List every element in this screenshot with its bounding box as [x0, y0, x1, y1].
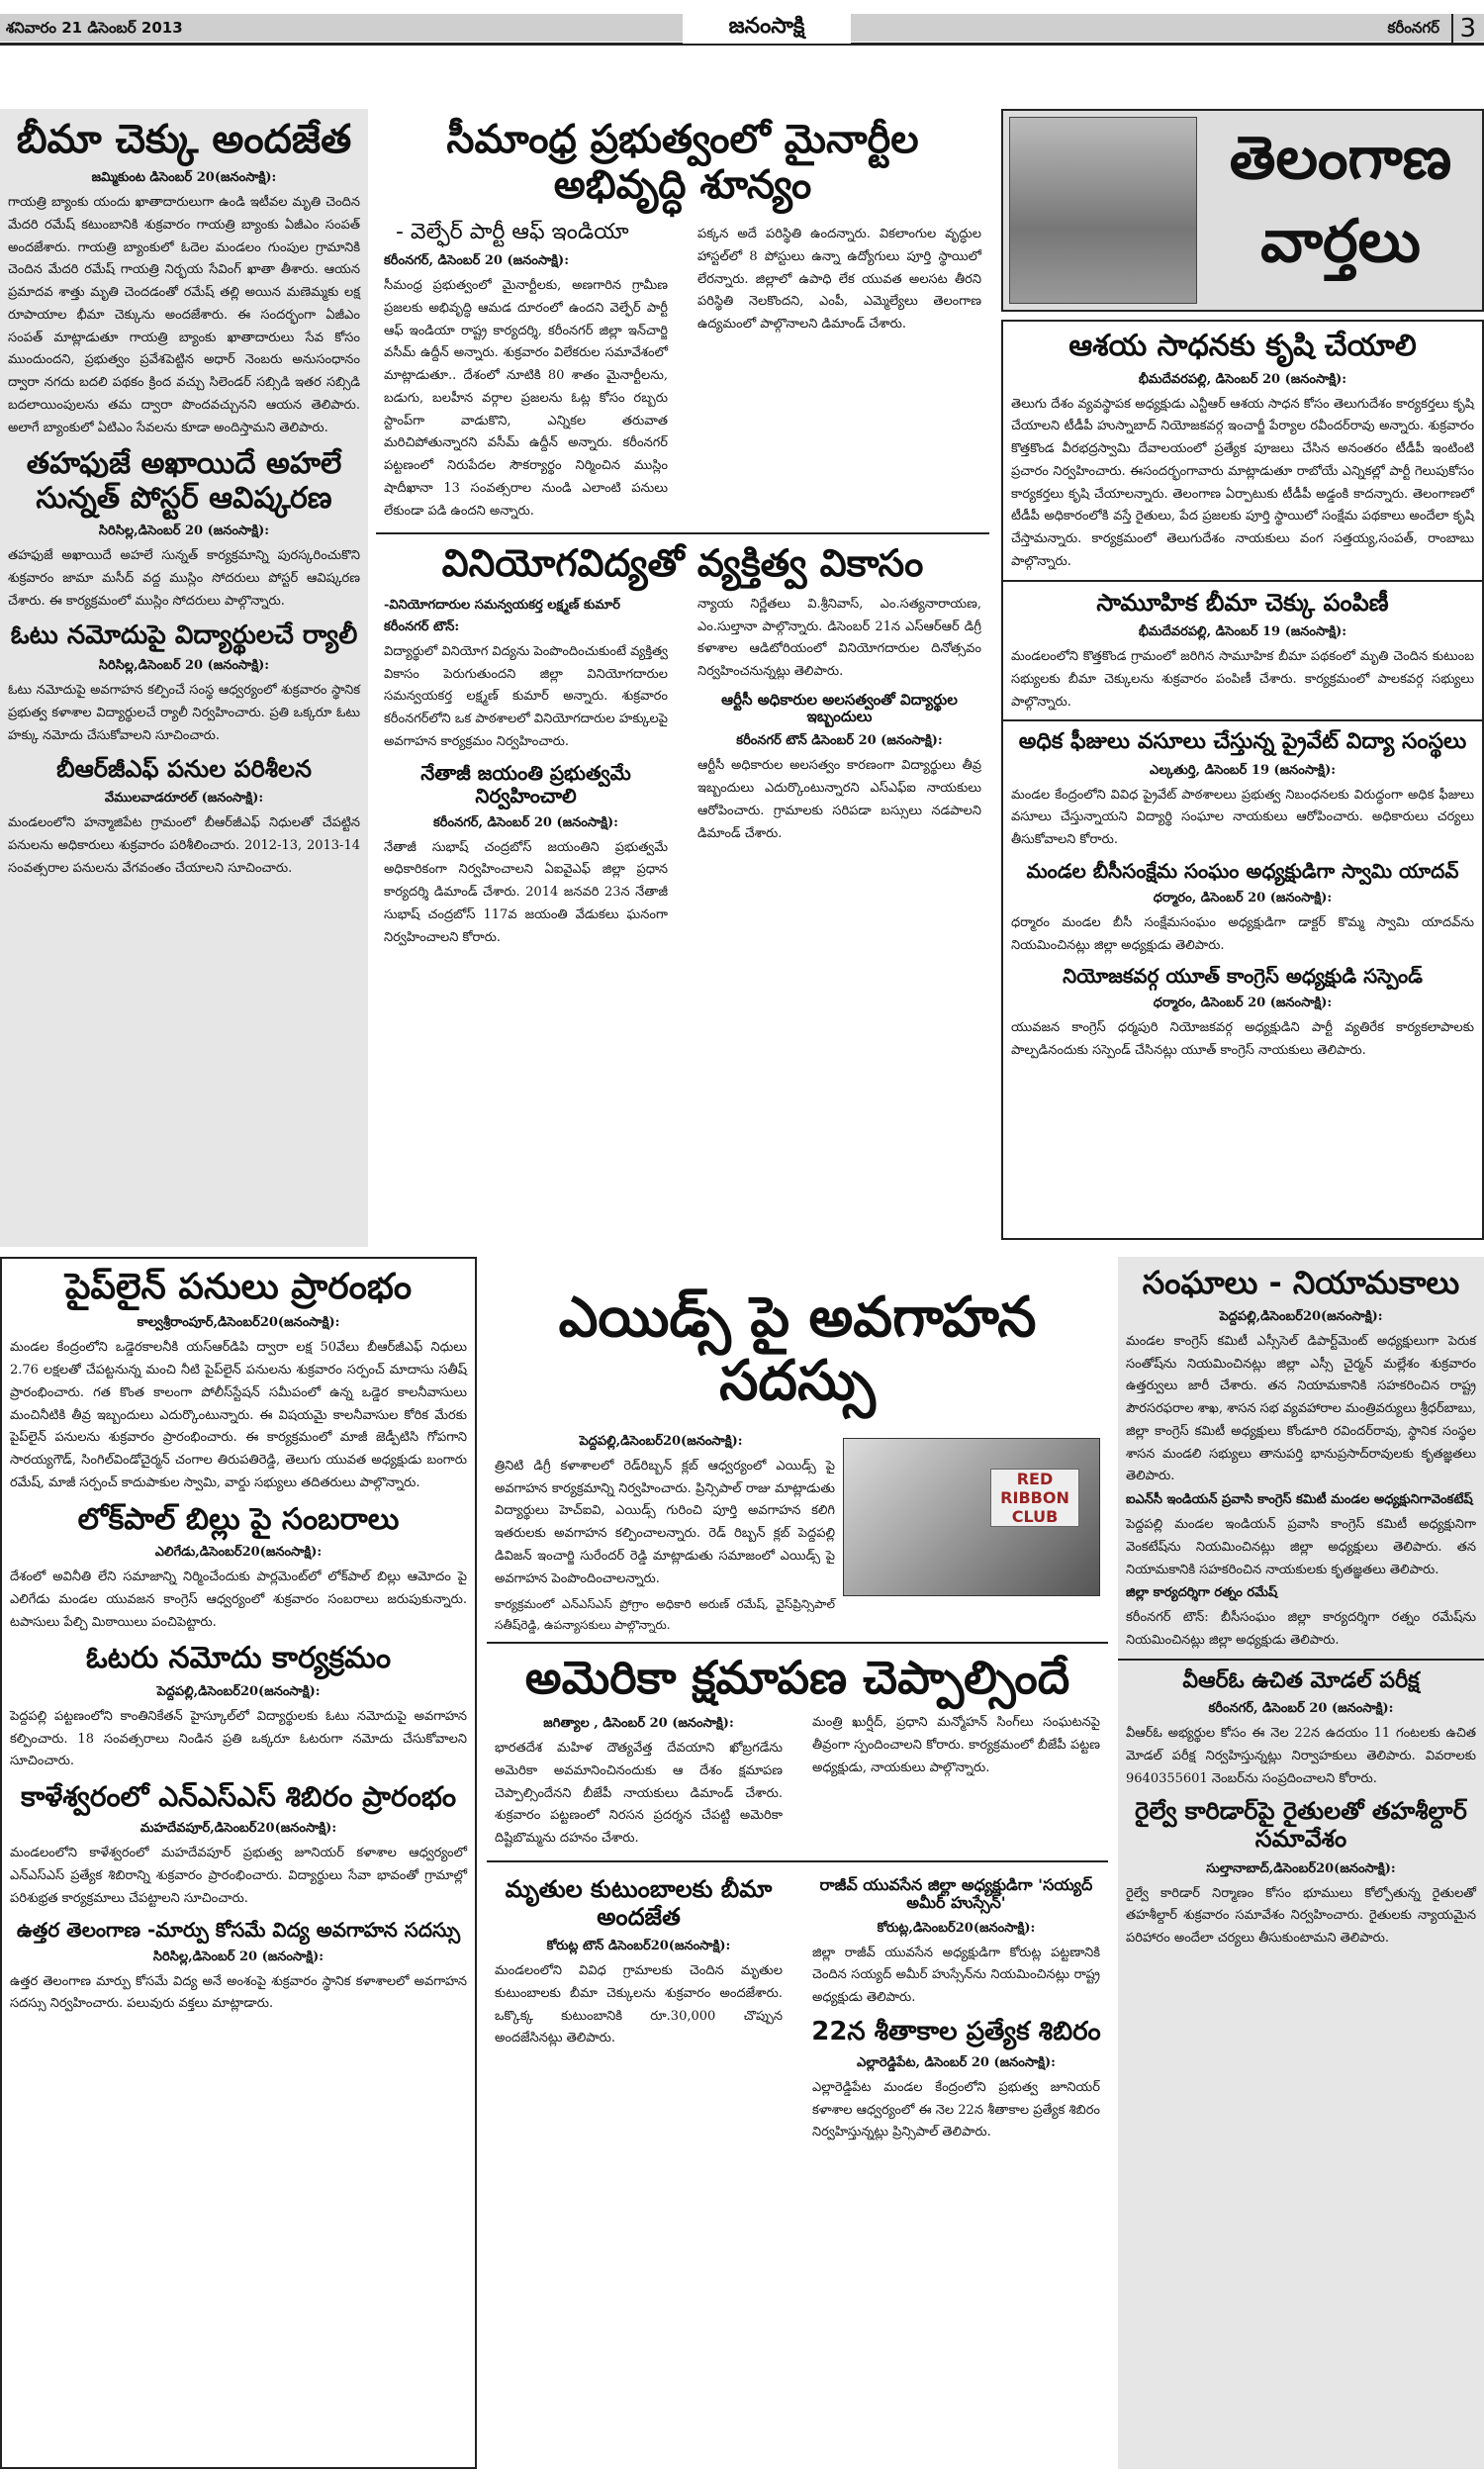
- body: మండల కేంద్రంలోని ఒడ్డెరకాలనీకి యస్‌ఆర్‌డిపి ద్వారా లక్ష 50వేలు బీఆర్‌జీఎఫ్ నిధులు 2.76 లక్షలతో చేపట్టనున్న మంచి నీటి పైప్‌లైన్ పనులను శుక్రవారం సర్పంచ్ మాదాసు సతీష్ ప్రారంభించారు. గత కొంత కాలంగా పోలీస్‌స్టేషన్ సమీపంలో ఉన్న ఒడ్డెర కాలనీవాసులు మంచినీటికి తీవ్ర ఇబ్బందులు ఎదుర్కొంటున్నారు. ఈ విషయమై కాలనీవాసుల కోరిక మేరకు పైప్‌లైన్ పనులను శుక్రవారం ప్రారంభించారు. ఈ కార్యక్రమంలో మాజీ జెడ్పీటిసి గోపగాని సారయ్యగౌడ్, సింగిల్‌విండోచైర్మన్ చంగాల తిరుపతిరెడ్డి, తెలుగు యువత అధ్యక్షుడు బంగారు రమేష్, మాజీ సర్పంచ్ కాదుపాకుల స్వామి, వార్డు సభ్యులు తదితరులు పాల్గొన్నారు.: [10, 1340, 467, 1490]
- dateline: సుల్తానాబాద్,డిసెంబర్20(జనంసాక్షి):: [1206, 1860, 1396, 1876]
- headline-bc: మండల బీసీసంక్షేమ సంఘం అధ్యక్షుడిగా స్వామి యాదవ్: [1026, 858, 1459, 883]
- dateline: కోరుట్ల,డిసెంబర్20(జనంసాక్షి):: [877, 1920, 1036, 1936]
- body: మండలంలోని హన్మాజిపేట గ్రామంలో బీఆర్‌జీఎఫ్ నిధులతో చేపట్టిన పనులను అధికారులు శుక్రవారం పరిశీలించారు. 2012-13, 2013-14 సంవత్సరాల పనులను వేగవంతం చేయాలని సూచించారు.: [8, 815, 360, 876]
- headline-america: అమెరికా క్షమాపణ చెప్పాల్సిందే: [524, 1651, 1070, 1705]
- fort-photo: [1009, 117, 1197, 304]
- body: జిల్లా రాజీవ్ యువసేన అధ్యక్షుడిగా కోరుట్ల పట్టణానికి చెందిన సయ్యద్ అమీర్ హుస్సేన్‌ను నియమించినట్లు రాష్ట్ర అధ్యక్షుడు తెలిపారు.: [812, 1945, 1100, 2006]
- dateline: సిరిసిల్ల,డిసెంబర్ 20 (జనంసాక్షి):: [98, 658, 270, 674]
- headline: సీమాంధ్ర ప్రభుత్వంలో మైనార్టీల అభివృద్ధి శూన్యం: [446, 117, 919, 208]
- dateline: కాల్వశ్రీరాంపూర్,డిసెంబర్20(జనంసాక్షి):: [137, 1315, 340, 1331]
- headline-fees: అధిక ఫీజులు వసూలు చేస్తున్న ప్రైవేట్ విద్యా సంస్థలు: [1018, 729, 1467, 755]
- edition-name: కరీంనగర్: [1387, 19, 1439, 37]
- body-continued: పక్కన అదే పరిస్థితి ఉందన్నారు. వికలాంగుల వృద్ధుల హాస్టల్‌లో 8 పోస్టులు ఉన్నా ఉద్యోగులు పూర్తి స్థాయిలో లేరన్నారు. జిల్లాలో ఉపాధి లేక యువత అలసట తీరని పరిస్థితి నెలకొందని, ఎంపీ, ఎమ్మెల్యేలు తెలంగాణ ఉద్యమంలో పాల్గొనాలని డిమాండ్ చేశారు.: [697, 227, 981, 332]
- dateline: సిరిసిల్ల,డిసెంబర్ 20 (జనంసాక్షి):: [152, 1949, 325, 1964]
- dateline: ఎల్లారెడ్డిపేట, డిసెంబర్ 20 (జనంసాక్షి):: [857, 2054, 1056, 2070]
- dateline: పెద్దపల్లి,డిసెంబర్20(జనంసాక్షి):: [1219, 1308, 1383, 1324]
- body: మండల కేంద్రంలోని వివిధ ప్రైవేట్ పాఠశాలలు ప్రభుత్వ నిబంధనలకు విరుద్ధంగా అధిక ఫీజులు వసూలు చేస్తున్నాయని విద్యార్థి సంఘాల నాయకులు ఆరోపించారు. అధికారులు చర్యలు తీసుకోవాలని కోరారు.: [1011, 787, 1474, 848]
- body: త్రినిటి డిగ్రీ కళాశాలలో రెడ్‌రిబ్బన్ క్లబ్ ఆధ్వర్యంలో ఎయిడ్స్ పై అవగాహన కార్యక్రమాన్ని నిర్వహించారు. ప్రిన్సిపాల్ రాజు మాట్లాడుతు విద్యార్థులు హెచ్‌ఐవి, ఎయిడ్స్ గురించి పూర్తి అవగాహన కలిగి ఇతరులకు అవగాహన కల్పించాలన్నారు. రెడ్ రిబ్బన్ క్లబ్ పెద్దపల్లి డివిజన్ ఇంచార్జి సురేందర్ రెడ్డి మాట్లాడుతు సమాజంలో ఎయిడ్స్ పై అవగాహన పెంపొందించాలన్నారు.: [495, 1458, 835, 1586]
- body: పెద్దపల్లి మండల ఇండియన్ ప్రవాసి కాంగ్రెస్ కమిటీ అధ్యక్షునిగా వెంకటేష్‌ను నియమించినట్లు జిల్లా అధ్యక్షులు తెలిపారు. తన నియామకానికి సహకరించిన నాయకులకు కృతజ్ఞతలు తెలిపారు.: [1126, 1517, 1476, 1577]
- body: దేశంలో అవినీతి లేని సమాజాన్ని నిర్మించేందుకు పార్లమెంట్‌లో లోక్‌పాల్ బిల్లు ఆమోదం పై ఎలిగేడు మండల యువజన కాంగ్రెస్ ఆధ్వర్యంలో శుక్రవారం సంబరాలు జరుపుకున్నారు. టపాసులు పేల్చి మిఠాయిలు పంచిపెట్టారు.: [10, 1570, 467, 1630]
- headline-sanghalu: సంఘాలు - నియామకాలు: [1142, 1264, 1460, 1301]
- issue-date: శనివారం 21 డిసెంబర్ 2013: [6, 19, 183, 37]
- dateline: కరీంనగర్ టౌన్:: [384, 618, 460, 634]
- body: పెద్దపల్లి పట్టణంలోని కాంతినికేతన్ హైస్కూల్‌లో విద్యార్థులకు ఓటు నమోదుపై అవగాహన కల్పించారు. 18 సంవత్సరాలు నిండిన ప్రతి ఒక్కరూ ఓటరుగా నమోదు చేసుకోవాలని సూచించారు.: [10, 1708, 467, 1769]
- body: తహఫుజే అఖాయిదే అహలే సున్నత్ కార్యక్రమాన్ని పురస్కరించుకొని శుక్రవారం జామా మసీద్ వద్ద ముస్లిం సోదరులు పోస్టర్ ఆవిష్కరణ చేశారు. ఈ కార్యక్రమంలో ముస్లిం సోదరులు పాల్గొన్నారు.: [8, 548, 360, 609]
- headline-families: మృతుల కుటుంబాలకు బీమా అందజేత: [505, 1874, 773, 1931]
- headline-youth-president: రాజీవ్ యువసేన జిల్లా అధ్యక్షుడిగా 'సయ్యద్ అమీర్ హుస్సేన్': [819, 1874, 1093, 1913]
- headline-pipeline: పైప్‌లైన్ పనులు ప్రారంభం: [64, 1267, 413, 1307]
- dateline: ధర్మారం, డిసెంబర్ 20 (జనంసాక్షి):: [1153, 996, 1333, 1011]
- subheadline: జిల్లా కార్యదర్శిగా రత్నం రమేష్: [1126, 1585, 1278, 1601]
- headline: బీమా చెక్కు అందజేత: [16, 117, 352, 162]
- dateline: వేములవాడరూరల్ (జనంసాక్షి):: [104, 791, 264, 807]
- article-bima: [0, 117, 368, 439]
- top-left-column: [0, 109, 368, 1247]
- subheadline: ఐఎన్‌సీ ఇండియన్ ప్రవాసి కాంగ్రెస్ కమిటీ మండల అధ్యక్షునిగావెంకటేష్: [1126, 1492, 1473, 1508]
- headline-nss: కాళేశ్వరంలో ఎన్ఎస్ఎస్ శిబిరం ప్రారంభం: [20, 1780, 457, 1814]
- body: వీఆర్ఓ అభ్యర్థుల కోసం ఈ నెల 22న ఉదయం 11 గంటలకు ఉచిత మోడల్ పరీక్ష నిర్వహిస్తున్నట్లు నిర్వాహకులు తెలిపారు. వివరాలకు 9640355601 నెంబర్‌ను సంప్రదించాలని కోరారు.: [1126, 1726, 1476, 1786]
- section-banner: [1001, 109, 1484, 312]
- dateline: పెద్దపల్లి,డిసెంబర్20(జనంసాక్షి):: [579, 1433, 743, 1449]
- article-minority: [376, 117, 989, 526]
- headline-model-exam: వీఆర్ఓ ఉచిత మోడల్ పరీక్ష: [1182, 1667, 1420, 1693]
- headline-group-bima: సామూహిక బీమా చెక్కు పంపిణీ: [1096, 588, 1389, 617]
- body: గాయత్రి బ్యాంకు యందు ఖాతాదారులుగా ఉండి ఇటీవల మృతి చెందిన మేదరి రమేష్ కటుంబానికి శుక్రవారం గాయత్రి బ్యాంకు ఏజీఎం సంపత్ అందజేశారు. గాయత్రి బ్యాంకులో ఓదెల మండలం గుంపుల గ్రామానికి చెందిన మేదరి రమేష్ గాయత్రి నిర్భయ సేవింగ్ ఖాతా తీశారు. ఆయన ప్రమాదవ శాత్తు మృతి చెందడంతో రమేష్ తల్లి అయిన మణెమ్మకు లక్ష రూపాయాల భీమా చెక్కును అందజేశారు. ఈ సందర్భంగా ఏజీఎం సంపత్ మాట్లాడుతూ గాయత్రి బ్యాంకు ఖాతాదారులు సేవ కోసం ముందుందని, ప్రభుత్వం ప్రవేశపెట్టిన అధార్ నెంబరు అనుసంధానం ద్వారా నగదు బదలి పథకం క్రింద వచ్చు సిలెండర్ సబ్సిడి ఇతర సబ్సిడి బదలాయింపులను తమ ద్వారా పొందవచ్చునని ఆయన తెలిపారు. అలాగే బ్యాంకులో ఏటిఎం సేవలను కూడా అందిస్తామని తెలిపారు.: [8, 195, 360, 435]
- dateline: కరీంనగర్, డిసెంబర్ 20 (జనంసాక్షి):: [384, 253, 570, 268]
- article-works: [0, 756, 368, 881]
- headline-students: ఆర్టీసీ అధికారుల అలసత్వంతో విద్యార్థుల ఇబ్బందులు: [721, 690, 958, 726]
- dateline: ఎల్కతుర్తి, డిసెంబర్ 19 (జనంసాక్షి):: [1149, 762, 1337, 778]
- dateline: జమ్మికుంట డిసెంబర్ 20(జనంసాక్షి):: [91, 170, 277, 185]
- photo-caption: కార్యక్రమంలో ఎన్ఎస్ఎస్ ప్రోగ్రాం అధికారి అరుణ్ రమేష్, వైస్‌ప్రిన్సిపాల్ సతీష్‌రెడ్డి, ఉపన్యాసకులు పాల్గొన్నారు.: [495, 1597, 835, 1633]
- body: ఎల్లారెడ్డిపేట మండల కేంద్రంలోని ప్రభుత్వ జూనియర్ కళాశాల ఆధ్వర్యంలో ఈ నెల 22న శీతాకాల ప్రత్యేక శిబిరం నిర్వహిస్తున్నట్లు ప్రిన్సిపాల్ తెలిపారు.: [812, 2079, 1100, 2141]
- headline: తహఫుజే అఖాయిదే అహలే సున్నత్ పోస్టర్ ఆవిష్కరణ: [26, 446, 342, 516]
- body: తెలుగు దేశం వ్యవస్థాపక అధ్యక్షుడు ఎన్టీఆర్ ఆశయ సాధన కోసం తెలుగుదేశం కార్యకర్తలు కృషి చేయాలని టీడీపీ హుస్నాబాద్ నియోజకవర్గ ఇంచార్జీ పేర్యాల రవీందర్‌రావు అన్నారు. శుక్రవారం కొత్తకొండ వీరభద్రస్వామి దేవాలయంలో ప్రత్యేక పూజలు చేసిన అనంతరం టీడీపీ ఇంటింటి ప్రచారం నిర్వహించారు. ఈసందర్భంగావారు మాట్లాడుతూ రాబోయే ఎన్నికల్లో పార్టీ గెలుపుకోసం కార్యకర్తలు కృషి చేయాలన్నారు. తెలంగాణ ఏర్పాటుకు టీడీపీ అడ్డంకి కాదన్నారు. తెలంగాణలో టీడీపీ అధికారంలోకి వస్తే రైతులు, పేద ప్రజలకు పూర్తి స్థాయిలో సంక్షేమ పథకాలు అందేలా కృషి చేస్తామన్నారు. కార్యక్రమంలో తెలుగుదేశం నాయకులు వంగ సత్తయ్య,సంపత్, రాంబాబు పాల్గొన్నారు.: [1011, 396, 1474, 569]
- event-photo: [843, 1438, 1100, 1596]
- dateline: సిరిసిల్ల,డిసెంబర్ 20 (జనంసాక్షి):: [98, 523, 270, 539]
- article-poster: [0, 447, 368, 613]
- page-header: [0, 14, 1484, 46]
- article-education: [376, 542, 989, 953]
- banner-title-line1: తెలంగాణ: [1229, 124, 1452, 193]
- headline-aids: ఎయిడ్స్ పై అవగాహన సదస్సు: [558, 1285, 1037, 1414]
- dateline: కరీంనగర్ టౌన్ డిసెంబర్ 20 (జనంసాక్షి):: [736, 733, 943, 749]
- body: సీమంధ్ర ప్రభుత్వంలో మైనార్టీలకు, అణగారిన గ్రామీణ ప్రజలకు అభివృద్ధి ఆమడ దూరంలో ఉందని వెల్ఫేర్ పార్టీ ఆఫ్ ఇండియా రాష్ట్ర కార్యదర్శి, కరీంనగర్ జిల్లా ఇన్‌చార్జి వసీమ్ ఉద్దీన్ అన్నారు. శుక్రవారం విలేకరుల సమావేశంలో మాట్లాడుతూ.. దేశంలో నూటికి 80 శాతం మైనార్టీలను, బడుగు, బలహీన వర్గాల ప్రజలను ఓట్ల కోసం రబ్బరు స్టాంప్‌గా వాడుకొని, ఎన్నికల తరువాత మరిచిపోతున్నారని వసీమ్ ఉద్దీన్ అన్నారు. కరీంనగర్ పట్టణంలో నిరుపేదల సౌకర్యార్థం నిర్మించిన ముస్లిం షాదీఖానా 13 సంవత్సరాల నుండి ఎలాంటి పనులు లేకుండా పడి ఉందని అన్నారు.: [384, 278, 668, 519]
- dateline: ధర్మారం, డిసెంబర్ 20 (జనంసాక్షి):: [1153, 890, 1333, 905]
- dateline: కోరుట్ల టౌన్ డిసెంబర్20(జనంసాక్షి):: [546, 1939, 731, 1954]
- body: నేతాజీ సుభాష్ చంద్రబోస్ జయంతిని ప్రభుత్వమే అధికారికంగా నిర్వహించాలని ఏఐవైఎఫ్ జిల్లా ప్రధాన కార్యదర్శి డిమాండ్ చేశారు. 2014 జనవరి 23న నేతాజీ సుభాష్ చంద్రబోస్ 117వ జయంతి వేడుకలు ఘనంగా నిర్వహించాలని కోరారు.: [384, 839, 668, 945]
- headline-north: ఉత్తర తెలంగాణ -మార్పు కోసమే విద్య అవగాహన సదస్సు: [16, 1917, 461, 1942]
- top-right-column: [1001, 109, 1484, 1247]
- body: మండలంలోని వివిధ గ్రామాలకు చెందిన మృతుల కుటుంబాలకు బీమా చెక్కులను శుక్రవారం అందజేశారు. ఒక్కొక్క కుటుంబానికి రూ.30,000 చొప్పున అందజేసినట్లు తెలిపారు.: [495, 1963, 783, 2046]
- dateline: కరీంనగర్, డిసెంబర్ 20 (జనంసాక్షి):: [1208, 1701, 1394, 1717]
- body: ఓటు నమోదుపై అవగాహన కల్పించే సంస్థ ఆధ్వర్యంలో శుక్రవారం స్థానిక ప్రభుత్వ కళాశాల విద్యార్థులచే ర్యాలీ నిర్వహించారు. ప్రతి ఒక్కరూ ఓటు హక్కు నమోదు చేసుకోవాలని సూచించారు.: [8, 683, 360, 743]
- dateline: భీమదేవరపల్లి, డిసెంబర్ 20 (జనంసాక్షి):: [1138, 371, 1347, 387]
- dateline: ఎలిగేడు,డిసెంబర్20(జనంసాక్షి):: [154, 1545, 323, 1561]
- subheadline: - వెల్ఫేర్ పార్టీ ఆఫ్ ఇండియా: [396, 220, 629, 244]
- dateline: జగిత్యాల , డిసెంబర్ 20 (జనంసాక్షి):: [543, 1716, 734, 1732]
- headline-netaji: నేతాజీ జయంతి ప్రభుత్వమే నిర్వహించాలి: [420, 760, 631, 808]
- headline-lokpal: లోక్‌పాల్ బిల్లు పై సంబరాలు: [77, 1501, 400, 1537]
- body: కరీంనగర్ టౌన్: బీసీసంఘం జిల్లా కార్యదర్శిగా రత్నం రమేష్‌ను నియమించినట్లు జిల్లా అధ్యక్షుడు తెలిపారు.: [1126, 1610, 1476, 1649]
- bottom-middle-column: [487, 1267, 1108, 2469]
- headline: వినియోగవిద్యతో వ్యక్తిత్వ వికాసం: [441, 541, 924, 586]
- headline: ఓటు నమోదుపై విద్యార్థులచే ర్యాలీ: [10, 619, 358, 650]
- headline-youth: నియోజకవర్గ యూత్ కాంగ్రెస్ అధ్యక్షుడి సస్పెండ్: [1063, 964, 1423, 989]
- banner-title-line2: వార్తలు: [1260, 207, 1421, 276]
- body-continued: న్యాయ నిర్ణేతలు వి.శ్రీనివాస్, ఎం.సత్యనారాయణ, ఎం.సుల్తానా పాల్గొన్నారు. డిసెంబర్ 21న ఎస్‌ఆర్‌ఆర్ డిగ్రీ కళాశాల ఆడిటోరియంలో వినియోగదారుల దినోత్సవం నిర్వహించనున్నట్లు తెలిపారు.: [697, 596, 981, 680]
- dateline: మహదేవపూర్,డిసెంబర్20(జనంసాక్షి):: [139, 1821, 337, 1837]
- top-middle-column: [376, 109, 989, 1247]
- article-rally: [0, 621, 368, 748]
- page-number: 3: [1451, 14, 1476, 44]
- headline-voter: ఓటరు నమోదు కార్యక్రమం: [85, 1641, 392, 1676]
- bottom-right-column: [1118, 1257, 1484, 2469]
- masthead-logo: జనంసాక్షి: [683, 14, 851, 44]
- body: రైల్వే కారిడార్ నిర్మాణం కోసం భూములు కోల్పోతున్న రైతులతో తహశీల్దార్ శుక్రవారం సమావేశం నిర్వహించారు. రైతులకు న్యాయమైన పరిహారం అందేలా చర్యలు తీసుకుంటామని తెలిపారు.: [1126, 1885, 1476, 1947]
- telangana-news-box: [1001, 320, 1484, 1240]
- dateline: భీమదేవరపల్లి, డిసెంబర్ 19 (జనంసాక్షి):: [1138, 624, 1347, 640]
- body: మండలంలోని కాళేశ్వరంలో మహదేవపూర్ ప్రభుత్వ జూనియర్ కళాశాల ఆధ్వర్యంలో ఎన్ఎస్ఎస్ ప్రత్యేక శిబిరాన్ని శుక్రవారం ప్రారంభించారు. విద్యార్థులు సేవా భావంతో గ్రామాల్లో పరిశుభ్రత కార్యక్రమాలు చేపట్టాలని సూచించారు.: [10, 1846, 467, 1906]
- headline: బీఆర్‌జీఎఫ్ పనుల పరిశీలన: [56, 754, 312, 783]
- dateline: పెద్దపల్లి,డిసెంబర్20(జనంసాక్షి):: [156, 1683, 321, 1699]
- bottom-left-column: [0, 1257, 477, 2469]
- body: ఆర్టీసీ అధికారుల అలసత్వం కారణంగా విద్యార్థులు తీవ్ర ఇబ్బందులు ఎదుర్కొంటున్నారని ఎస్‌ఎఫ్‌ఐ నాయకులు ఆరోపించారు. గ్రామాలకు సరిపడా బస్సులు నడపాలని డిమాండ్ చేశారు.: [697, 758, 981, 841]
- body: ధర్మారం మండల బీసీ సంక్షేమసంఘం అధ్యక్షుడిగా డాక్టర్ కొమ్మ స్వామి యాదవ్‌ను నియమించినట్లు జిల్లా అధ్యక్షుడు తెలిపారు.: [1011, 914, 1474, 953]
- banner-text: RED RIBBON CLUB: [990, 1469, 1079, 1527]
- body: భారతదేశ మహిళ దౌత్యవేత్త దేవయాని ఖోబ్రగడేను అమెరికా అవమానించినందుకు ఆ దేశం క్షమాపణ చెప్పాల్సిందేనని బీజేపీ నాయకులు డిమాండ్ చేశారు. శుక్రవారం పట్టణంలో నిరసన ప్రదర్శన చేపట్టి అమెరికా దిష్టిబొమ్మను దహనం చేశారు.: [495, 1741, 783, 1847]
- body: విద్యార్థులో వినియోగ విద్యను పెంపొందించుకుంటే వ్యక్తిత్వ వికాసం పెరుగుతుందని జిల్లా వినియోగదారుల సమన్వయకర్త లక్ష్మణ్ కుమార్ అన్నారు. శుక్రవారం కరీంనగర్‌లోని ఒక పాఠశాలలో వినియోగదారుల హక్కులపై అవగాహన కార్యక్రమం నిర్వహించారు.: [384, 643, 668, 749]
- subheadline: -వినియోగదారుల సమన్వయకర్త లక్ష్మణ్ కుమార్: [384, 597, 620, 613]
- body: ఉత్తర తెలంగాణ మార్పు కోసమే విద్య అనే అంశంపై శుక్రవారం స్థానిక కళాశాలలో అవగాహన సదస్సు నిర్వహించారు. పలువురు వక్తలు మాట్లాడారు.: [10, 1973, 467, 2012]
- headline-asaya: ఆశయ సాధనకు కృషి చేయాలి: [1068, 329, 1417, 363]
- headline-railway: రైల్వే కారిడార్‌పై రైతులతో తహశీల్దార్ సమావేశం: [1135, 1797, 1467, 1853]
- body: మండలంలోని కొత్తకొండ గ్రామంలో జరిగిన సామూహిక బీమా పథకంలో మృతి చెందిన కుటుంబ సభ్యులకు బీమా చెక్కులను శుక్రవారం పంపిణీ చేశారు. కార్యక్రమంలో పాలకవర్గ సభ్యులు పాల్గొన్నారు.: [1011, 649, 1474, 710]
- headline-camp: 22న శీతాకాల ప్రత్యేక శిబిరం: [811, 2016, 1101, 2046]
- body: మండల కాంగ్రెస్ కమిటీ ఎస్సీసెల్ డిపార్ట్‌మెంట్ అధ్యక్షులుగా పెరుక సంతోష్‌ను నియమించినట్లు జిల్లా ఎస్సీ చైర్మన్ మల్లేశం శుక్రవారం ఉత్తర్వులు జారీ చేశారు. తన నియామకానికి సహకరించిన రాష్ట్ర పౌరసరఫరాల శాఖ, శాసన సభ వ్యవహారాల మంత్రివర్యులు శ్రీధర్‌బాబు, జిల్లా కాంగ్రెస్ కమిటీ అధ్యక్షులు కోండూరి రవిందర్‌రావు, స్థానిక సంస్థల శాసన మండలి సభ్యులు తానుపర్తి భానుప్రసాద్‌రావులకు కృతజ్ఞతలు తెలిపారు.: [1126, 1333, 1476, 1484]
- body: యువజన కాంగ్రెస్ ధర్మపురి నియోజకవర్గ అధ్యక్షుడిని పార్టీ వ్యతిరేక కార్యకలాపాలకు పాల్పడినందుకు సస్పెండ్ చేసినట్లు యూత్ కాంగ్రెస్ నాయకులు తెలిపారు.: [1011, 1020, 1474, 1059]
- body-continued: మంత్రి ఖుర్షీద్, ప్రధాని మన్మోహన్ సింగ్‌లు సంఘటనపై తీవ్రంగా స్పందించాలని కోరారు. కార్యక్రమంలో బీజేపీ పట్టణ అధ్యక్షుడు, నాయకులు పాల్గొన్నారు.: [812, 1715, 1100, 1775]
- dateline: కరీంనగర్, డిసెంబర్ 20 (జనంసాక్షి):: [432, 814, 618, 830]
